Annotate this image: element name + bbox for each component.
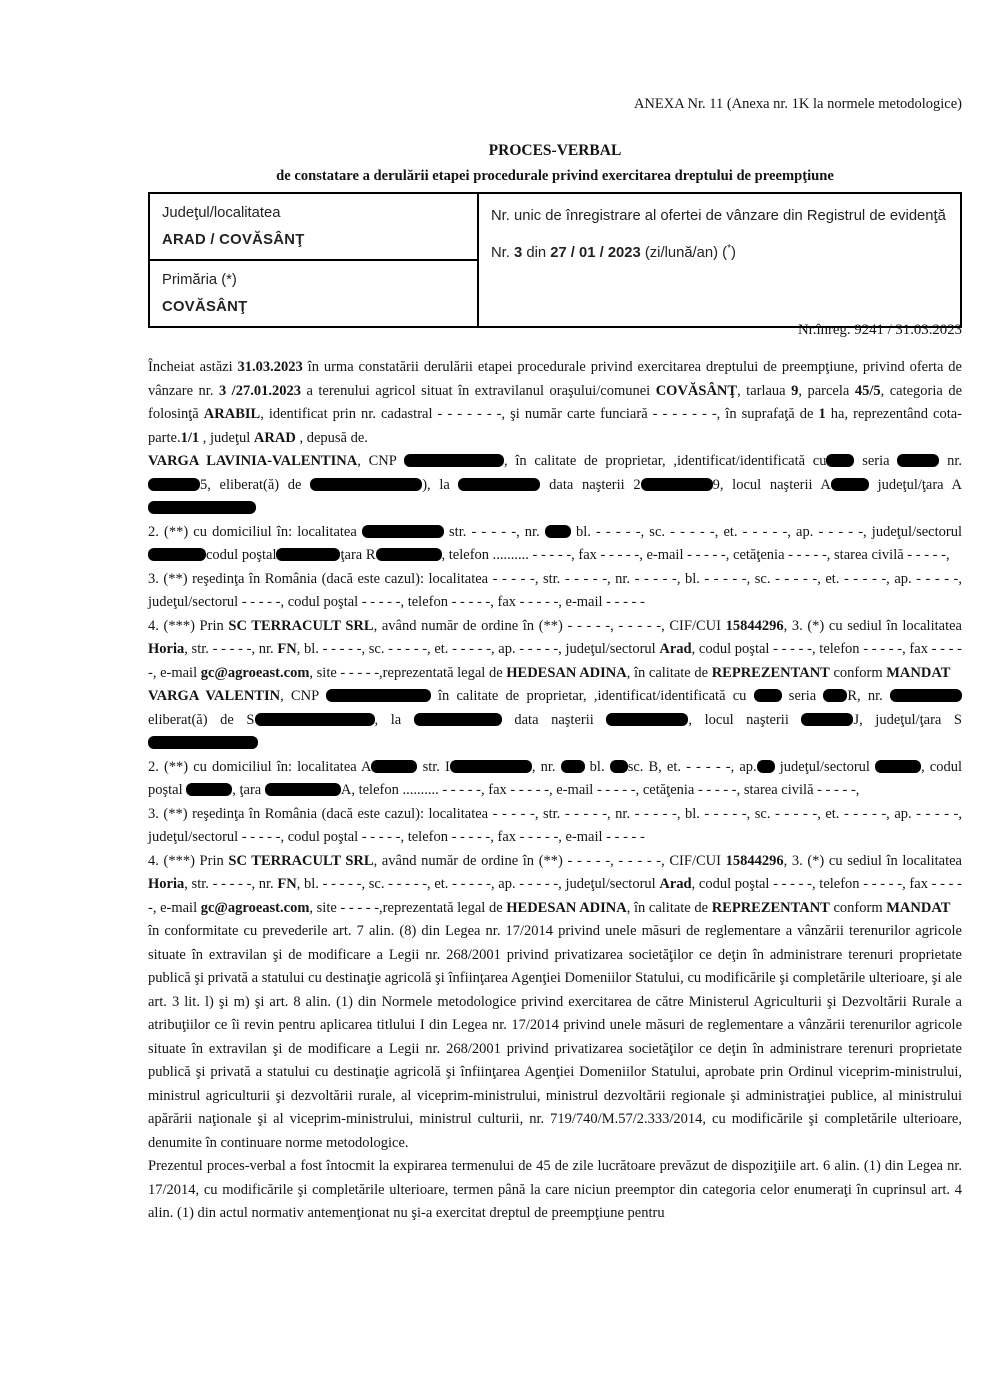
paragraph xyxy=(148,920,962,1155)
paragraph xyxy=(148,568,962,615)
redaction-bar xyxy=(148,736,258,749)
redaction-bar xyxy=(148,478,200,491)
registry-number-note: Nr.înreg. 9241 / 31.03.2023 xyxy=(798,322,962,338)
text-run: ha, reprezentând cota-parte. xyxy=(148,406,962,446)
text-run: , bl. - - - - -, sc. - - - - -, et. - - - - -, ap. - - - - -, judeţul/sectorul xyxy=(296,641,660,657)
redaction-bar xyxy=(186,783,232,796)
text-run: bl. xyxy=(584,758,610,775)
bold-text-run: 3 xyxy=(514,244,523,261)
redaction-bar xyxy=(276,548,340,561)
text-run: conform xyxy=(829,899,887,916)
redaction-bar xyxy=(826,454,854,467)
text-run: judeţul/sectorul xyxy=(774,758,876,775)
bold-text-run: gc@agroeast.com xyxy=(200,664,310,681)
text-run: , în calitate de xyxy=(626,899,712,916)
bold-text-run: 15844296 xyxy=(725,852,784,869)
text-run: ) xyxy=(731,244,736,261)
text-run: , telefon .......... - - - - -, fax - - - - -, e-mail - - - - -, cetăţenia - - - - -, starea civilă - - - - -, xyxy=(441,547,950,563)
bold-text-run: REPREZENTANT xyxy=(711,899,830,916)
text-run: , parcela xyxy=(798,382,855,399)
registration-number-line xyxy=(491,234,948,268)
info-table xyxy=(148,192,962,328)
text-run: bl. - - - - -, sc. - - - - -, et. - - - - -, ap. - - - - -, judeţul/sectorul xyxy=(570,523,962,540)
text-run: , având număr de ordine în (**) - - - - -, - - - - -, CIF/CUI xyxy=(373,617,726,634)
bold-text-run: Horia xyxy=(148,641,185,657)
bold-text-run: MANDAT xyxy=(886,899,951,916)
text-run: 9, locul naşterii A xyxy=(712,476,831,493)
paragraph xyxy=(148,685,962,756)
redaction-bar xyxy=(450,760,532,773)
text-run: 4. (***) Prin xyxy=(148,852,229,869)
text-run: , identificat prin nr. cadastral - - - - - - -, şi număr carte funciară - - - - - - -, în suprafaţă de xyxy=(260,406,819,422)
bold-text-run: VARGA VALENTIN xyxy=(148,688,281,704)
redaction-bar xyxy=(875,760,921,773)
redaction-bar xyxy=(326,689,431,702)
bold-text-run: REPREZENTANT xyxy=(711,664,830,681)
redaction-bar xyxy=(265,783,341,796)
primaria-label: Primăria (*) xyxy=(162,272,237,288)
text-run: , site - - - - -,reprezentată legal de xyxy=(309,664,507,681)
paragraph xyxy=(148,850,962,921)
text-run: judeţul/ţara A xyxy=(868,476,962,493)
bold-text-run: 3 /27.01.2023 xyxy=(218,382,301,399)
bold-text-run: 9 xyxy=(791,382,799,399)
bold-text-run: SC TERRACULT SRL xyxy=(228,852,374,869)
text-run: conform xyxy=(829,664,887,681)
text-run: , 3. (*) cu sediul în localitatea xyxy=(783,852,962,869)
primaria-value: COVĂSÂNŢ xyxy=(162,299,248,315)
text-run: , CNP xyxy=(357,453,404,469)
text-run: , categoria de folosinţă xyxy=(148,382,963,422)
text-run: ), la xyxy=(422,476,459,493)
redaction-bar xyxy=(801,713,853,726)
redaction-bar xyxy=(376,548,442,561)
text-run: ţara R xyxy=(340,547,376,563)
text-run: în urma constatării derulării etapei procedurale privind exercitarea dreptului de preempţiune, privind oferta de vânzare nr. xyxy=(148,359,962,399)
text-run: , depusă de. xyxy=(295,429,368,446)
text-run: , în calitate de proprietar, ,identificat/identificată cu xyxy=(504,453,827,469)
document-body xyxy=(148,356,962,1226)
text-run: Prezentul proces-verbal a fost întocmit la expirarea termenului de 45 de zile lucrătoare prevăzut de dispoziţiile art. 6 alin. (1) din Legea nr. 17/2014, cu modificările şi completările ulterioare, termen până la care niciun preemptor din categoria celor enumeraţi în cuprinsul art. 4 alin. (1) din actul normativ antemenţionat nu şi-a exercitat dreptul de preempţiune pentru xyxy=(148,1158,962,1221)
text-run: , judeţul xyxy=(199,429,254,446)
bold-text-run: HEDESAN ADINA xyxy=(506,664,627,681)
text-run: , bl. - - - - -, sc. - - - - -, et. - - - - -, ap. - - - - -, judeţul/sectorul xyxy=(296,876,660,892)
judet-label: Judeţul/localitatea xyxy=(162,205,281,221)
registration-label: Nr. unic de înregistrare al ofertei de vânzare din Registrul de evidenţă xyxy=(491,208,946,224)
bold-text-run: 31.03.2023 xyxy=(237,359,303,375)
text-run: , tarlaua xyxy=(737,382,792,399)
text-run: str. I xyxy=(417,758,450,775)
paragraph xyxy=(148,450,962,521)
bold-text-run: SC TERRACULT SRL xyxy=(228,617,374,634)
anexa-note: ANEXA Nr. 11 (Anexa nr. 1K la normele metodologice) xyxy=(633,96,962,112)
bold-text-run: 27 / 01 / 2023 xyxy=(550,244,641,261)
redaction-bar xyxy=(458,478,540,491)
redaction-bar xyxy=(148,501,256,514)
bold-text-run: FN xyxy=(277,876,297,892)
text-run: , locul naşterii xyxy=(688,711,802,728)
text-run: J, judeţul/ţara S xyxy=(853,711,962,728)
paragraph xyxy=(148,615,962,686)
text-run: Nr. xyxy=(491,244,515,261)
redaction-bar xyxy=(148,548,206,561)
redaction-bar xyxy=(606,713,688,726)
page-title: PROCES-VERBAL xyxy=(488,142,622,159)
redaction-bar xyxy=(310,478,422,491)
bold-text-run: Arad xyxy=(659,876,692,892)
bold-text-run: ARABIL xyxy=(203,406,261,422)
redaction-bar xyxy=(255,713,375,726)
redaction-bar xyxy=(831,478,869,491)
text-run: Încheiat astăzi xyxy=(148,359,238,375)
text-run: , în calitate de xyxy=(626,664,712,681)
text-run: , codul poştal - - - - -, telefon - - - - -, fax - - - - -, e-mail xyxy=(148,641,962,681)
text-run: nr. xyxy=(939,453,963,469)
text-run: din xyxy=(522,244,551,261)
text-run: , având număr de ordine în (**) - - - - -, - - - - -, CIF/CUI xyxy=(373,852,726,869)
redaction-bar xyxy=(823,689,847,702)
text-run: * xyxy=(727,243,732,254)
bold-text-run: 1 xyxy=(818,406,826,422)
paragraph xyxy=(148,756,962,803)
text-run: , codul poştal - - - - -, telefon - - - - -, fax - - - - -, e-mail xyxy=(148,876,962,916)
redaction-bar xyxy=(757,760,775,773)
text-run: a terenului agricol situat în extravilanul oraşului/comunei xyxy=(300,382,656,399)
bold-text-run: 15844296 xyxy=(725,617,784,634)
bold-text-run: VARGA LAVINIA-VALENTINA xyxy=(148,453,358,469)
redaction-bar xyxy=(404,454,504,467)
redaction-bar xyxy=(414,713,502,726)
redaction-bar xyxy=(610,760,628,773)
text-run: , ţara xyxy=(232,782,265,798)
text-run: , nr. xyxy=(531,758,561,775)
redaction-bar xyxy=(371,760,417,773)
judet-cell xyxy=(149,193,478,260)
bold-text-run: COVĂSÂNŢ xyxy=(655,382,738,399)
bold-text-run: gc@agroeast.com xyxy=(200,899,310,916)
text-run: 4. (***) Prin xyxy=(148,617,229,634)
page-subtitle: de constatare a derulării etapei procedurale privind exercitarea dreptului de preempţiune xyxy=(276,168,834,184)
primaria-cell xyxy=(149,260,478,327)
bold-text-run: FN xyxy=(277,641,297,657)
text-run: R, nr. xyxy=(847,688,890,704)
redaction-bar xyxy=(561,760,585,773)
bold-text-run: Horia xyxy=(148,876,185,892)
text-run: , 3. (*) cu sediul în localitatea xyxy=(783,617,962,634)
text-run: (zi/lună/an) ( xyxy=(640,244,728,261)
text-run: codul poştal xyxy=(206,547,277,563)
text-run: în conformitate cu prevederile art. 7 alin. (8) din Legea nr. 17/2014 privind unele măsuri de reglementare a vânzării terenurilor agricole situate în extravilan şi de modificare a Legii nr. 268/2001 privind privatizarea societăţilor ce deţin în administrare terenuri proprietate publică şi privată a statului cu destinaţie agricolă şi înfiinţarea Agenţiei Domeniilor Statului, cu modificările şi completările ulterioare, şi ale art. 3 lit. l) şi m) şi art. 8 alin. (1) din Normele metodologice privind exercitarea de către Ministerul Agriculturii şi Dezvoltării Rurale a atribuţiilor ce îi revin pentru aplicarea titlului I din Legea nr. 17/2014 privind unele măsuri de reglementare a vânzării terenurilor agricole situate în extravilan şi de modificare a Legii nr. 268/2001 privind privatizarea societăţilor ce deţin în administrare terenuri proprietate publică şi privată a statului cu destinaţie agricolă şi înfiinţarea Agenţiei Domeniilor Statului, aprobate prin Ordinul viceprim-ministrului, ministrul agriculturii şi dezvoltării rurale, al viceprim-ministrului, ministrul dezvoltării regionale şi administraţiei publice, al ministrului apărării naţionale şi al viceprim-ministrului, ministrul culturii, nr. 719/740/M.57/2.333/2014, cu modificările şi completările ulterioare, denumite în continuare norme metodologice. xyxy=(148,923,962,1151)
redaction-bar xyxy=(641,478,713,491)
paragraph xyxy=(148,1155,962,1226)
text-run: , str. - - - - -, nr. xyxy=(184,876,278,892)
text-run: , codul poştal xyxy=(148,758,963,798)
text-run: 2. (**) cu domiciliul în: localitatea A xyxy=(148,758,372,775)
text-run: în calitate de proprietar, ,identificat/identificată cu xyxy=(430,688,754,704)
text-run: 5, eliberat(ă) de xyxy=(200,476,311,493)
bold-text-run: MANDAT xyxy=(886,664,951,681)
text-run: , str. - - - - -, nr. xyxy=(184,641,278,657)
judet-value: ARAD / COVĂSÂNŢ xyxy=(162,232,305,248)
text-run: , CNP xyxy=(280,688,326,704)
bold-text-run: 1/1 xyxy=(180,429,200,446)
bold-text-run: 45/5 xyxy=(854,382,881,399)
paragraph xyxy=(148,356,962,450)
bold-text-run: HEDESAN ADINA xyxy=(506,899,627,916)
text-run: , site - - - - -,reprezentată legal de xyxy=(309,899,507,916)
bold-text-run: Arad xyxy=(659,641,692,657)
redaction-bar xyxy=(890,689,962,702)
text-run: seria xyxy=(854,453,898,469)
text-run: 2. (**) cu domiciliul în: localitatea xyxy=(148,523,362,540)
redaction-bar xyxy=(897,454,939,467)
text-run: data naşterii 2 xyxy=(540,476,641,493)
text-run: eliberat(ă) de S xyxy=(148,711,255,728)
text-run: 3. (**) reşedinţa în România (dacă este cazul): localitatea - - - - -, str. - - - - -, nr. - - - - -, bl. - - - - -, sc. - - - - -, et. - - - - -, ap. - - - - -, judeţul/sectorul - - - - -, codul poştal - - - - -, telefon - - - - -, fax - - - - -, e-mail - - - - - xyxy=(148,805,962,845)
redaction-bar xyxy=(362,525,444,538)
text-run: 3. (**) reşedinţa în România (dacă este cazul): localitatea - - - - -, str. - - - - -, nr. - - - - -, bl. - - - - -, sc. - - - - -, et. - - - - -, ap. - - - - -, judeţul/sectorul - - - - -, codul poştal - - - - -, telefon - - - - -, fax - - - - -, e-mail - - - - - xyxy=(148,570,962,610)
text-run: data naşterii xyxy=(501,711,607,728)
text-run: A, telefon .......... - - - - -, fax - - - - -, e-mail - - - - -, cetăţenia - - - - -, starea civilă - - - - -, xyxy=(340,782,860,798)
registration-cell xyxy=(478,193,961,327)
text-run: , la xyxy=(374,711,414,728)
paragraph xyxy=(148,521,962,568)
redaction-bar xyxy=(545,525,571,538)
redaction-bar xyxy=(754,689,782,702)
paragraph xyxy=(148,803,962,850)
text-run: str. - - - - -, nr. xyxy=(443,523,545,540)
text-run: sc. B, et. - - - - -, ap. xyxy=(627,758,757,775)
text-run: seria xyxy=(781,688,824,704)
bold-text-run: ARAD xyxy=(253,429,296,446)
